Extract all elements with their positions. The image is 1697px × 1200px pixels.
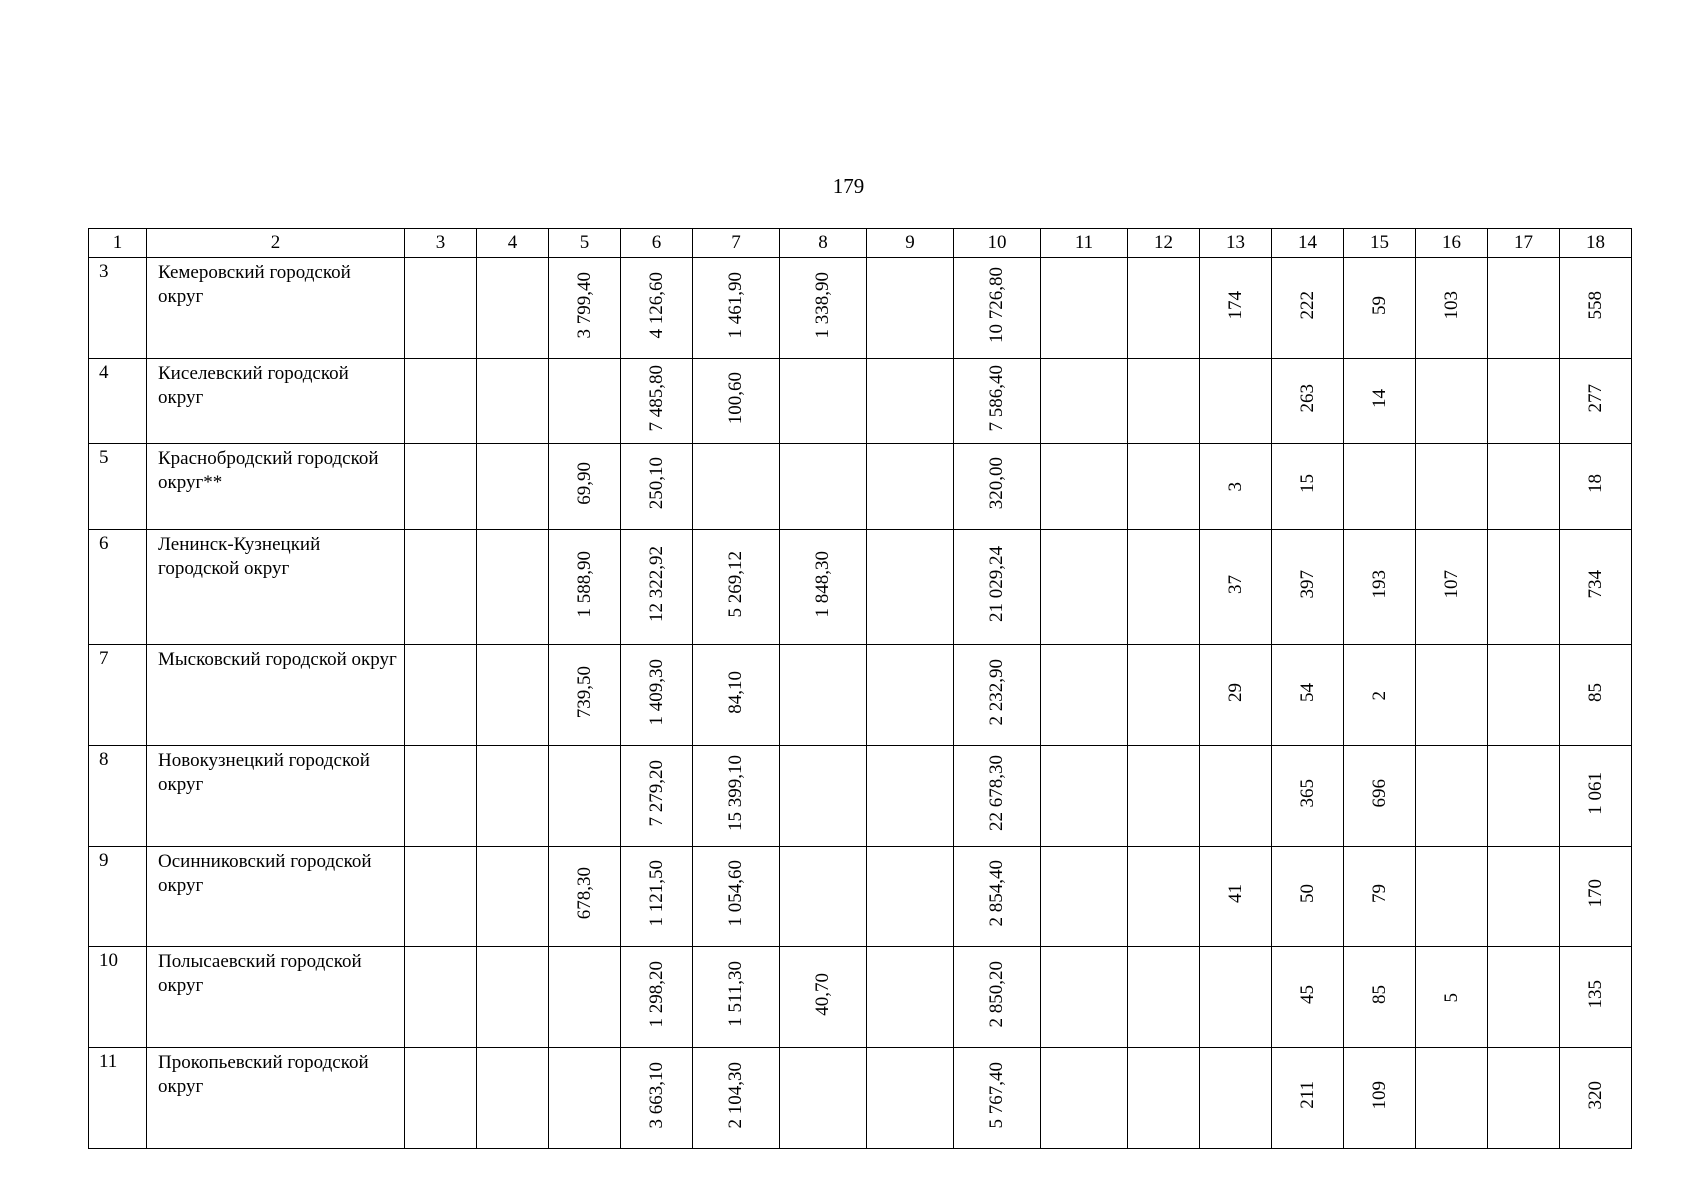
cell-value: 85 <box>1584 682 1606 702</box>
value-cell <box>954 847 1041 947</box>
value-cell <box>1041 444 1128 530</box>
municipality-name: Мысковский городской округ <box>147 645 405 746</box>
cell-value: 84,10 <box>725 670 746 714</box>
value-cell <box>405 847 477 947</box>
cell-value: 103 <box>1440 290 1462 320</box>
page-number: 179 <box>832 174 865 198</box>
value-cell <box>954 359 1041 444</box>
value-cell <box>1488 444 1560 530</box>
cell-value: 15 <box>1296 474 1318 493</box>
value-cell <box>1272 746 1344 847</box>
table-row <box>89 258 1632 359</box>
cell-value: 5 <box>1440 992 1462 1002</box>
value-cell <box>1200 530 1272 645</box>
cell-value: 211 <box>1296 1081 1318 1109</box>
cell-value: 5 767,40 <box>986 1061 1007 1129</box>
value-cell <box>621 444 693 530</box>
cell-value: 320,00 <box>986 457 1007 510</box>
value-cell <box>621 947 693 1048</box>
value-cell <box>954 947 1041 1048</box>
value-cell <box>405 444 477 530</box>
cell-value: 1 298,20 <box>645 960 667 1028</box>
table-row <box>89 444 1632 530</box>
value-cell <box>549 359 621 444</box>
municipality-name: Полысаевский городской округ <box>147 947 405 1048</box>
value-cell <box>549 1048 621 1149</box>
cell-value: 263 <box>1296 383 1318 413</box>
cell-value: 2 <box>1368 690 1390 700</box>
column-header: 18 <box>1560 229 1632 258</box>
value-cell <box>1560 530 1632 645</box>
value-cell <box>1416 258 1488 359</box>
cell-value: 1 461,90 <box>725 271 746 339</box>
value-cell <box>693 530 780 645</box>
cell-value: 1 848,30 <box>812 550 833 618</box>
value-cell <box>867 258 954 359</box>
cell-value: 3 799,40 <box>573 271 595 339</box>
value-cell <box>780 1048 867 1149</box>
value-cell <box>1272 444 1344 530</box>
value-cell <box>780 746 867 847</box>
table-row <box>89 645 1632 746</box>
cell-value: 7 586,40 <box>986 364 1007 432</box>
cell-value: 4 126,60 <box>645 271 667 339</box>
value-cell <box>780 258 867 359</box>
cell-value: 12 322,92 <box>645 546 667 622</box>
table-row <box>89 359 1632 444</box>
municipality-name: Киселевский городской округ <box>147 359 405 444</box>
value-cell <box>1560 359 1632 444</box>
row-number: 3 <box>89 258 147 359</box>
value-cell <box>405 746 477 847</box>
column-header: 14 <box>1272 229 1344 258</box>
value-cell <box>1041 359 1128 444</box>
value-cell <box>621 258 693 359</box>
value-cell <box>867 444 954 530</box>
data-table <box>88 228 1632 1149</box>
value-cell <box>405 645 477 746</box>
value-cell <box>1560 947 1632 1048</box>
value-cell <box>1560 645 1632 746</box>
value-cell <box>780 530 867 645</box>
value-cell <box>1416 359 1488 444</box>
table-row <box>89 947 1632 1048</box>
value-cell <box>1041 847 1128 947</box>
cell-value: 37 <box>1224 574 1246 594</box>
value-cell <box>1200 847 1272 947</box>
value-cell <box>1128 530 1200 645</box>
column-header: 12 <box>1128 229 1200 258</box>
value-cell <box>1560 746 1632 847</box>
value-cell <box>621 359 693 444</box>
value-cell <box>867 359 954 444</box>
value-cell <box>477 645 549 746</box>
municipality-name: Ленинск-Кузнецкий городской округ <box>147 530 405 645</box>
cell-value: 1 511,30 <box>725 961 746 1027</box>
value-cell <box>867 1048 954 1149</box>
value-cell <box>405 359 477 444</box>
value-cell <box>867 530 954 645</box>
value-cell <box>1416 746 1488 847</box>
value-cell <box>1200 444 1272 530</box>
row-number: 9 <box>89 847 147 947</box>
value-cell <box>1344 258 1416 359</box>
header-row <box>89 229 1632 258</box>
row-number: 11 <box>89 1048 147 1149</box>
value-cell <box>477 1048 549 1149</box>
cell-value: 85 <box>1368 984 1390 1004</box>
value-cell <box>405 1048 477 1149</box>
cell-value: 3 663,10 <box>645 1061 667 1129</box>
value-cell <box>1272 645 1344 746</box>
table-row <box>89 746 1632 847</box>
column-header: 8 <box>780 229 867 258</box>
value-cell <box>1488 947 1560 1048</box>
value-cell <box>549 947 621 1048</box>
cell-value: 739,50 <box>573 665 595 719</box>
value-cell <box>549 746 621 847</box>
value-cell <box>1344 847 1416 947</box>
value-cell <box>1272 1048 1344 1149</box>
value-cell <box>1128 746 1200 847</box>
municipality-name: Краснобродский городской округ** <box>147 444 405 530</box>
cell-value: 2 850,20 <box>986 960 1007 1028</box>
value-cell <box>693 1048 780 1149</box>
cell-value: 45 <box>1296 984 1318 1004</box>
cell-value: 1 061 <box>1584 771 1606 815</box>
value-cell <box>1272 847 1344 947</box>
value-cell <box>1560 444 1632 530</box>
cell-value: 14 <box>1368 388 1390 408</box>
value-cell <box>1272 947 1344 1048</box>
value-cell <box>954 1048 1041 1149</box>
municipality-name: Кемеровский городской округ <box>147 258 405 359</box>
cell-value: 2 232,90 <box>986 658 1007 726</box>
value-cell <box>1128 847 1200 947</box>
value-cell <box>477 444 549 530</box>
value-cell <box>867 645 954 746</box>
cell-value: 193 <box>1368 569 1390 599</box>
value-cell <box>867 847 954 947</box>
value-cell <box>477 746 549 847</box>
value-cell <box>1041 1048 1128 1149</box>
value-cell <box>693 746 780 847</box>
value-cell <box>954 746 1041 847</box>
value-cell <box>1200 1048 1272 1149</box>
cell-value: 320 <box>1584 1080 1606 1110</box>
column-header: 15 <box>1344 229 1416 258</box>
cell-value: 174 <box>1224 290 1246 320</box>
value-cell <box>1200 645 1272 746</box>
value-cell <box>1488 645 1560 746</box>
value-cell <box>1272 359 1344 444</box>
value-cell <box>1560 847 1632 947</box>
table-row <box>89 530 1632 645</box>
value-cell <box>1416 1048 1488 1149</box>
cell-value: 135 <box>1584 979 1606 1009</box>
cell-value: 558 <box>1584 290 1606 320</box>
value-cell <box>405 258 477 359</box>
value-cell <box>1560 258 1632 359</box>
row-number: 7 <box>89 645 147 746</box>
value-cell <box>1344 947 1416 1048</box>
cell-value: 29 <box>1224 682 1246 702</box>
value-cell <box>1128 1048 1200 1149</box>
value-cell <box>1272 258 1344 359</box>
value-cell <box>1416 847 1488 947</box>
value-cell <box>549 530 621 645</box>
value-cell <box>1128 359 1200 444</box>
column-header: 10 <box>954 229 1041 258</box>
value-cell <box>621 1048 693 1149</box>
value-cell <box>780 847 867 947</box>
value-cell <box>867 947 954 1048</box>
value-cell <box>1344 1048 1416 1149</box>
value-cell <box>405 530 477 645</box>
column-header: 5 <box>549 229 621 258</box>
cell-value: 15 399,10 <box>725 755 746 831</box>
cell-value: 21 029,24 <box>986 546 1007 622</box>
cell-value: 1 338,90 <box>812 271 833 339</box>
value-cell <box>1128 645 1200 746</box>
cell-value: 59 <box>1368 295 1390 315</box>
cell-value: 1 121,50 <box>645 860 667 927</box>
cell-value: 40,70 <box>812 972 833 1016</box>
value-cell <box>621 746 693 847</box>
value-cell <box>1416 444 1488 530</box>
cell-value: 397 <box>1296 569 1318 599</box>
value-cell <box>1488 746 1560 847</box>
column-header: 16 <box>1416 229 1488 258</box>
value-cell <box>954 530 1041 645</box>
value-cell <box>693 947 780 1048</box>
value-cell <box>780 645 867 746</box>
cell-value: 734 <box>1584 569 1606 599</box>
value-cell <box>549 444 621 530</box>
value-cell <box>1128 258 1200 359</box>
value-cell <box>1200 947 1272 1048</box>
value-cell <box>693 847 780 947</box>
value-cell <box>954 444 1041 530</box>
value-cell <box>1416 947 1488 1048</box>
cell-value: 3 <box>1224 482 1246 492</box>
value-cell <box>693 444 780 530</box>
cell-value: 1 409,30 <box>645 658 667 726</box>
value-cell <box>477 359 549 444</box>
municipality-name: Осинниковский городской округ <box>147 847 405 947</box>
cell-value: 50 <box>1296 884 1318 903</box>
column-header: 9 <box>867 229 954 258</box>
table-row <box>89 847 1632 947</box>
value-cell <box>954 645 1041 746</box>
value-cell <box>693 359 780 444</box>
value-cell <box>549 645 621 746</box>
value-cell <box>1041 530 1128 645</box>
cell-value: 2 854,40 <box>986 860 1007 927</box>
column-header: 3 <box>405 229 477 258</box>
cell-value: 170 <box>1584 879 1606 908</box>
cell-value: 1 588,90 <box>573 550 595 618</box>
value-cell <box>1041 645 1128 746</box>
row-number: 4 <box>89 359 147 444</box>
value-cell <box>621 847 693 947</box>
cell-value: 365 <box>1296 778 1318 808</box>
value-cell <box>477 530 549 645</box>
cell-value: 69,90 <box>573 462 595 505</box>
column-header: 1 <box>89 229 147 258</box>
row-number: 8 <box>89 746 147 847</box>
value-cell <box>954 258 1041 359</box>
value-cell <box>1416 645 1488 746</box>
value-cell <box>405 947 477 1048</box>
column-header: 13 <box>1200 229 1272 258</box>
column-header: 6 <box>621 229 693 258</box>
value-cell <box>1344 746 1416 847</box>
value-cell <box>780 947 867 1048</box>
cell-value: 250,10 <box>645 457 667 510</box>
municipality-name: Прокопьевский городской округ <box>147 1048 405 1149</box>
value-cell <box>1416 530 1488 645</box>
value-cell <box>1488 1048 1560 1149</box>
cell-value: 277 <box>1584 383 1606 413</box>
value-cell <box>549 847 621 947</box>
value-cell <box>1488 258 1560 359</box>
column-header: 17 <box>1488 229 1560 258</box>
cell-value: 7 279,20 <box>645 759 667 827</box>
value-cell <box>1041 746 1128 847</box>
value-cell <box>1272 530 1344 645</box>
value-cell <box>1128 444 1200 530</box>
cell-value: 678,30 <box>573 867 595 920</box>
row-number: 5 <box>89 444 147 530</box>
value-cell <box>1041 258 1128 359</box>
value-cell <box>1488 359 1560 444</box>
value-cell <box>867 746 954 847</box>
cell-value: 5 269,12 <box>725 550 746 618</box>
cell-value: 22 678,30 <box>986 755 1007 831</box>
value-cell <box>1041 947 1128 1048</box>
value-cell <box>1128 947 1200 1048</box>
value-cell <box>780 444 867 530</box>
value-cell <box>1344 359 1416 444</box>
value-cell <box>1344 645 1416 746</box>
cell-value: 100,60 <box>725 371 746 425</box>
value-cell <box>1200 258 1272 359</box>
value-cell <box>549 258 621 359</box>
value-cell <box>693 645 780 746</box>
value-cell <box>1488 530 1560 645</box>
cell-value: 1 054,60 <box>725 860 746 927</box>
value-cell <box>693 258 780 359</box>
value-cell <box>1200 746 1272 847</box>
row-number: 10 <box>89 947 147 1048</box>
cell-value: 222 <box>1296 290 1318 320</box>
column-header: 7 <box>693 229 780 258</box>
column-header: 4 <box>477 229 549 258</box>
value-cell <box>477 258 549 359</box>
cell-value: 109 <box>1368 1080 1390 1110</box>
value-cell <box>1560 1048 1632 1149</box>
cell-value: 10 726,80 <box>986 267 1007 343</box>
column-header: 2 <box>147 229 405 258</box>
value-cell <box>1344 530 1416 645</box>
municipality-name: Новокузнецкий городской округ <box>147 746 405 847</box>
cell-value: 54 <box>1296 682 1318 702</box>
cell-value: 79 <box>1368 884 1390 903</box>
value-cell <box>621 645 693 746</box>
cell-value: 18 <box>1584 474 1606 493</box>
table-row <box>89 1048 1632 1149</box>
value-cell <box>477 947 549 1048</box>
cell-value: 107 <box>1440 569 1462 599</box>
cell-value: 696 <box>1368 778 1390 808</box>
value-cell <box>1344 444 1416 530</box>
cell-value: 41 <box>1224 884 1246 903</box>
column-header: 11 <box>1041 229 1128 258</box>
value-cell <box>780 359 867 444</box>
cell-value: 2 104,30 <box>725 1061 746 1129</box>
value-cell <box>1488 847 1560 947</box>
value-cell <box>1200 359 1272 444</box>
value-cell <box>621 530 693 645</box>
row-number: 6 <box>89 530 147 645</box>
value-cell <box>477 847 549 947</box>
cell-value: 7 485,80 <box>645 364 667 432</box>
